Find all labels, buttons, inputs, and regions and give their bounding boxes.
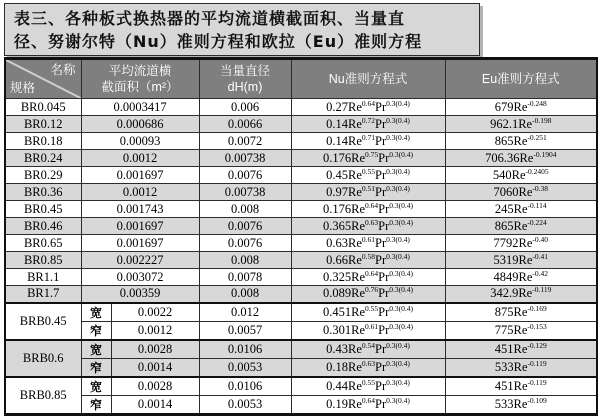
dh-cell: 0.0076 <box>199 218 291 235</box>
eu-equation-cell <box>445 235 597 252</box>
equation-text: 0.97Re <box>326 184 362 199</box>
nu-equation-cell <box>291 377 445 396</box>
dh-cell: 0.0072 <box>199 133 291 150</box>
eu-equation-cell <box>445 286 597 303</box>
width-type-cell: 窄 <box>81 358 111 377</box>
header-cell-nu: Nu准则方程式 <box>291 59 445 99</box>
exponent: 0.72 <box>361 115 376 125</box>
table-row <box>5 286 597 303</box>
eu-equation-cell <box>445 184 597 201</box>
header-name-label: 名称 <box>50 63 76 77</box>
nu-equation-cell <box>291 252 445 269</box>
dh-cell: 0.012 <box>199 303 291 322</box>
area-cell: 0.001697 <box>81 235 199 252</box>
equation-text: 0.301Re <box>323 322 366 337</box>
eu-equation-cell <box>445 340 597 359</box>
equation-text: Pr <box>378 304 390 319</box>
area-cell: 0.001697 <box>81 218 199 235</box>
equation-text: Pr <box>378 218 390 233</box>
exponent: 0.3(0.4) <box>386 395 410 405</box>
width-type-cell: 宽 <box>81 377 111 396</box>
exponent: 0.63 <box>361 358 376 368</box>
eu-equation-cell <box>445 167 597 184</box>
equation-text: 0.19Re <box>326 396 362 411</box>
equation-text: 4849Re <box>493 269 533 284</box>
area-cell: 0.0012 <box>81 150 199 167</box>
dh-cell: 0.008 <box>199 201 291 218</box>
exponent: 0.51 <box>361 183 376 193</box>
table-row <box>5 116 597 133</box>
header-spec-label: 规格 <box>10 81 36 95</box>
equation-text: 706.36Re <box>485 150 534 165</box>
equation-text: Pr <box>375 116 387 131</box>
exponent: -0.153 <box>527 321 547 331</box>
equation-text: 865Re <box>494 218 528 233</box>
exponent: 0.3(0.4) <box>389 149 414 159</box>
exponent: 0.3(0.4) <box>389 200 414 210</box>
exponent: 0.3(0.4) <box>386 340 410 350</box>
nu-equation-cell <box>291 184 445 201</box>
exponent: 0.58 <box>361 251 376 261</box>
dh-cell: 0.008 <box>199 286 291 303</box>
area-cell: 0.0014 <box>111 358 199 377</box>
header-cell-dh <box>199 59 291 99</box>
equation-text: 0.089Re <box>323 286 366 301</box>
spec-cell: BRB0.6 <box>5 340 81 377</box>
equation-text: Pr <box>375 133 387 148</box>
eu-equation-cell <box>445 321 597 340</box>
equation-text: Pr <box>375 252 387 267</box>
equation-text: Pr <box>375 378 387 393</box>
equation-text: 0.451Re <box>323 304 366 319</box>
spec-cell: BR0.65 <box>5 235 81 252</box>
exponent: 0.64 <box>365 200 379 210</box>
equation-text: 0.63Re <box>326 235 362 250</box>
nu-equation-cell <box>291 133 445 150</box>
nu-equation-cell <box>291 358 445 377</box>
eu-equation-cell <box>445 269 597 286</box>
table-row <box>5 235 597 252</box>
dh-cell: 0.0053 <box>199 395 291 414</box>
equation-text: Pr <box>378 322 390 337</box>
equation-text: 7792Re <box>493 235 533 250</box>
exponent: 0.3(0.4) <box>386 234 410 244</box>
equation-text: 451Re <box>494 341 528 356</box>
equation-text: Pr <box>375 167 387 182</box>
table-row <box>5 184 597 201</box>
eu-equation-cell <box>445 395 597 414</box>
nu-equation-cell <box>291 167 445 184</box>
header-area-line2: 截面积（m²） <box>101 80 179 94</box>
spec-cell: BR0.12 <box>5 116 81 133</box>
equation-text: 0.44Re <box>326 378 362 393</box>
exponent: -0.169 <box>527 303 547 313</box>
dh-cell: 0.0057 <box>199 321 291 340</box>
equation-text: 679Re <box>494 99 528 114</box>
equation-text: 0.43Re <box>326 341 362 356</box>
exponent: -0.129 <box>527 340 547 350</box>
spec-cell: BRB0.85 <box>5 377 81 415</box>
equation-text: 0.45Re <box>326 167 362 182</box>
exponent: -0.109 <box>527 395 547 405</box>
equation-text: 0.325Re <box>323 269 366 284</box>
equation-text: 7060Re <box>493 184 533 199</box>
eu-equation-cell <box>445 303 597 322</box>
exponent: 0.55 <box>365 303 379 313</box>
equation-text: 245Re <box>494 201 528 216</box>
dh-cell: 0.00738 <box>199 150 291 167</box>
area-cell: 0.0022 <box>111 303 199 322</box>
table-row <box>5 252 597 269</box>
nu-equation-cell <box>291 303 445 322</box>
dh-cell: 0.0106 <box>199 377 291 396</box>
area-cell: 0.0012 <box>111 321 199 340</box>
exponent: 0.64 <box>365 268 379 278</box>
eu-equation-cell <box>445 377 597 396</box>
table-row <box>5 358 597 377</box>
nu-equation-cell <box>291 269 445 286</box>
eu-equation-cell <box>445 133 597 150</box>
exponent: -0.38 <box>532 183 549 193</box>
equation-text: 865Re <box>494 133 528 148</box>
header-area-line1: 平均流道横 <box>108 64 172 78</box>
exponent: 0.3(0.4) <box>386 166 410 176</box>
exponent: -0.114 <box>527 200 547 210</box>
nu-equation-cell <box>291 321 445 340</box>
table-row <box>5 150 597 167</box>
exponent: 0.3(0.4) <box>389 321 414 331</box>
area-cell: 0.00093 <box>81 133 199 150</box>
exponent: -0.224 <box>527 217 547 227</box>
eu-equation-cell <box>445 252 597 269</box>
equation-text: Pr <box>378 286 390 301</box>
spec-cell: BRB0.45 <box>5 303 81 340</box>
exponent: -0.42 <box>532 268 549 278</box>
area-cell: 0.0028 <box>111 377 199 396</box>
exponent: 0.3(0.4) <box>386 377 410 387</box>
area-cell: 0.00359 <box>81 286 199 303</box>
width-type-cell: 宽 <box>81 303 111 322</box>
table-row <box>5 340 597 359</box>
nu-equation-cell <box>291 340 445 359</box>
exponent: 0.61 <box>365 321 379 331</box>
nu-equation-cell <box>291 201 445 218</box>
header-row <box>5 59 597 99</box>
eu-equation-cell <box>445 358 597 377</box>
exponent: 0.3(0.4) <box>389 217 414 227</box>
dh-cell: 0.0066 <box>199 116 291 133</box>
dh-cell: 0.0053 <box>199 358 291 377</box>
eu-equation-cell <box>445 116 597 133</box>
area-cell: 0.001697 <box>81 167 199 184</box>
table-row <box>5 133 597 150</box>
exponent: -0.248 <box>527 98 547 108</box>
table-row <box>5 99 597 116</box>
nu-equation-cell <box>291 395 445 414</box>
spec-cell: BR0.46 <box>5 218 81 235</box>
equation-text: Pr <box>378 201 390 216</box>
exponent: 0.54 <box>361 340 376 350</box>
exponent: 0.3(0.4) <box>386 132 410 142</box>
table-row <box>5 167 597 184</box>
dh-cell: 0.0076 <box>199 167 291 184</box>
eu-equation-cell <box>445 201 597 218</box>
equation-text: 0.14Re <box>326 116 362 131</box>
equation-text: 533Re <box>494 359 528 374</box>
table-body <box>5 99 597 415</box>
exponent: 0.3(0.4) <box>389 268 414 278</box>
equation-text: 962.1Re <box>490 116 533 131</box>
equation-text: 533Re <box>494 396 528 411</box>
exponent: 0.71 <box>361 132 376 142</box>
equation-text: 0.66Re <box>326 252 362 267</box>
width-type-cell: 窄 <box>81 395 111 414</box>
exponent: 0.3(0.4) <box>386 358 410 368</box>
header-cell-spec-name <box>5 59 81 99</box>
nu-equation-cell <box>291 286 445 303</box>
equation-text: 0.176Re <box>323 150 366 165</box>
nu-equation-cell <box>291 235 445 252</box>
equation-text: Pr <box>375 359 387 374</box>
caption-line-1: 表三、各种板式换热器的平均流道横截面积、当量直 <box>14 9 406 28</box>
area-cell: 0.0003417 <box>81 99 199 116</box>
table-row <box>5 218 597 235</box>
heat-exchanger-table <box>4 57 598 416</box>
exponent: -0.251 <box>527 132 547 142</box>
equation-text: 451Re <box>494 378 528 393</box>
area-cell: 0.0014 <box>111 395 199 414</box>
exponent: 0.3(0.4) <box>386 115 410 125</box>
exponent: -0.119 <box>532 285 552 295</box>
header-dh-line1: 当量直径 <box>220 64 271 78</box>
nu-equation-cell <box>291 99 445 116</box>
table-row <box>5 269 597 286</box>
header-dh-line2: dH(m) <box>227 80 263 94</box>
exponent: 0.3(0.4) <box>386 251 410 261</box>
area-cell: 0.002227 <box>81 252 199 269</box>
table-row <box>5 395 597 414</box>
area-cell: 0.0028 <box>111 340 199 359</box>
exponent: 0.76 <box>365 285 379 295</box>
spec-cell: BR1.1 <box>5 269 81 286</box>
spec-cell: BR0.18 <box>5 133 81 150</box>
exponent: -0.41 <box>532 251 549 261</box>
equation-text: 0.14Re <box>326 133 362 148</box>
spec-cell: BR0.29 <box>5 167 81 184</box>
table-caption <box>4 3 480 56</box>
equation-text: Pr <box>375 184 387 199</box>
equation-text: Pr <box>375 99 387 114</box>
eu-equation-cell <box>445 99 597 116</box>
dh-cell: 0.006 <box>199 99 291 116</box>
nu-equation-cell <box>291 218 445 235</box>
exponent: -0.198 <box>532 115 552 125</box>
exponent: 0.75 <box>365 149 379 159</box>
exponent: 0.3(0.4) <box>389 285 414 295</box>
area-cell: 0.0012 <box>81 184 199 201</box>
equation-text: Pr <box>375 341 387 356</box>
eu-equation-cell <box>445 218 597 235</box>
equation-text: 875Re <box>494 304 528 319</box>
exponent: 0.64 <box>361 395 376 405</box>
exponent: -0.1904 <box>533 149 557 159</box>
dh-cell: 0.00738 <box>199 184 291 201</box>
exponent: 0.3(0.4) <box>386 183 410 193</box>
exponent: 0.3(0.4) <box>389 303 414 313</box>
equation-text: 0.18Re <box>326 359 362 374</box>
equation-text: Pr <box>375 235 387 250</box>
equation-text: 0.176Re <box>323 201 366 216</box>
exponent: 0.63 <box>365 217 379 227</box>
exponent: -0.119 <box>527 358 547 368</box>
width-type-cell: 宽 <box>81 340 111 359</box>
header-cell-eu: Eu准则方程式 <box>445 59 597 99</box>
area-cell: 0.001743 <box>81 201 199 218</box>
exponent: 0.3(0.4) <box>386 98 410 108</box>
equation-text: Pr <box>378 150 390 165</box>
exponent: 0.64 <box>361 98 376 108</box>
equation-text: 540Re <box>492 167 526 182</box>
width-type-cell: 窄 <box>81 321 111 340</box>
spec-cell: BR0.24 <box>5 150 81 167</box>
nu-equation-cell <box>291 150 445 167</box>
caption-line-2: 径、努谢尔特（Nu）准则方程和欧拉（Eu）准则方程 <box>14 32 423 51</box>
area-cell: 0.003072 <box>81 269 199 286</box>
equation-text: 5319Re <box>493 252 533 267</box>
nu-equation-cell <box>291 116 445 133</box>
dh-cell: 0.0078 <box>199 269 291 286</box>
exponent: -0.119 <box>527 377 547 387</box>
dh-cell: 0.008 <box>199 252 291 269</box>
exponent: -0.2405 <box>525 166 549 176</box>
dh-cell: 0.0106 <box>199 340 291 359</box>
header-cell-area <box>81 59 199 99</box>
spec-cell: BR0.45 <box>5 201 81 218</box>
spec-cell: BR0.045 <box>5 99 81 116</box>
table-row <box>5 321 597 340</box>
eu-equation-cell <box>445 150 597 167</box>
equation-text: Pr <box>375 396 387 411</box>
equation-text: 0.365Re <box>323 218 366 233</box>
table-row <box>5 377 597 396</box>
dh-cell: 0.0076 <box>199 235 291 252</box>
spec-cell: BR0.36 <box>5 184 81 201</box>
equation-text: Pr <box>378 269 390 284</box>
table-row <box>5 201 597 218</box>
equation-text: 0.27Re <box>326 99 362 114</box>
spec-cell: BR0.85 <box>5 252 81 269</box>
exponent: 0.61 <box>361 234 376 244</box>
exponent: 0.55 <box>361 377 376 387</box>
table-row <box>5 303 597 322</box>
equation-text: 342.9Re <box>490 286 533 301</box>
exponent: 0.55 <box>361 166 376 176</box>
spec-cell: BR1.7 <box>5 286 81 303</box>
exponent: -0.40 <box>532 234 549 244</box>
area-cell: 0.000686 <box>81 116 199 133</box>
equation-text: 775Re <box>494 322 528 337</box>
